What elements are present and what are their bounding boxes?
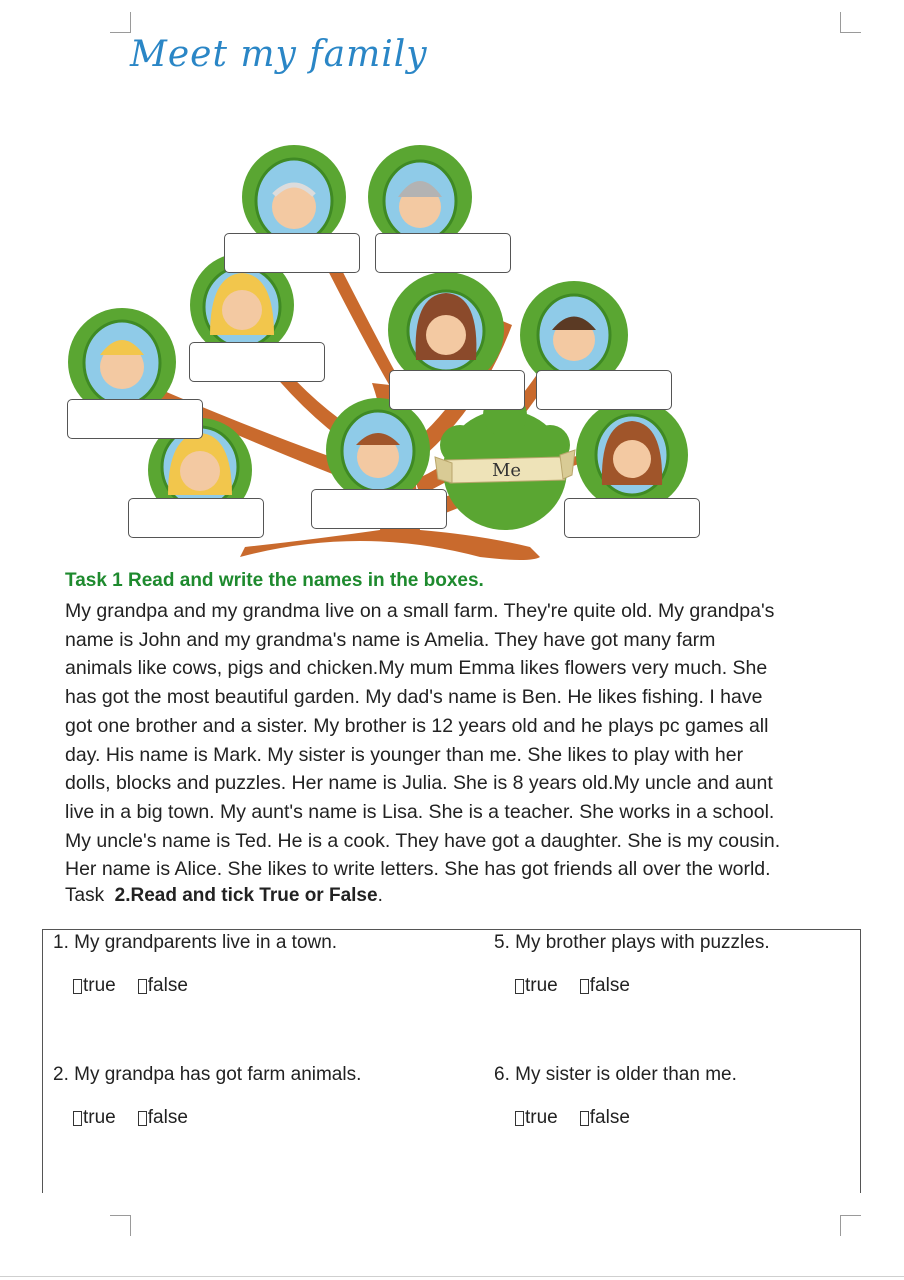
name-box-grandpa[interactable] xyxy=(224,233,360,273)
question-2-true-option[interactable] xyxy=(73,1107,116,1129)
task1-heading: Task 1 Read and write the names in the boxes. xyxy=(65,570,484,591)
checkbox-icon[interactable] xyxy=(580,979,589,994)
name-box-sister[interactable] xyxy=(564,498,700,538)
crop-mark-top-left xyxy=(110,12,131,33)
story-line: My uncle's name is Ted. He is a cook. They have got a daughter. She is my cousin. xyxy=(65,829,781,852)
checkbox-icon[interactable] xyxy=(515,1111,524,1126)
question-2: 2. My grandpa has got farm animals. xyxy=(53,1064,362,1085)
question-5: 5. My brother plays with puzzles. xyxy=(494,932,770,953)
name-box-mum[interactable] xyxy=(389,370,525,410)
question-1-true-option[interactable] xyxy=(73,975,116,997)
story-line: live in a big town. My aunt's name is Lisa. She is a teacher. She works in a school. xyxy=(65,800,775,823)
task2-prefix: Task xyxy=(65,885,115,906)
option-label: false xyxy=(589,975,630,996)
task2-suffix: . xyxy=(377,885,383,906)
question-2-options xyxy=(73,1107,188,1129)
question-6-true-option[interactable] xyxy=(515,1107,558,1129)
question-1-false-option[interactable] xyxy=(138,975,188,997)
question-2-false-option[interactable] xyxy=(138,1107,188,1129)
story-line: animals like cows, pigs and chicken.My mum Emma likes flowers very much. She xyxy=(65,657,768,680)
story-line: Her name is Alice. She likes to write letters. She has got friends all over the world. xyxy=(65,858,771,881)
option-label: true xyxy=(83,1107,116,1128)
name-box-cousin[interactable] xyxy=(128,498,264,538)
questions-box xyxy=(42,929,861,1193)
option-label: false xyxy=(589,1107,630,1128)
story-line: dolls, blocks and puzzles. Her name is Julia. She is 8 years old.My uncle and aunt xyxy=(65,772,773,795)
crop-mark-bottom-left xyxy=(110,1215,131,1236)
checkbox-icon[interactable] xyxy=(73,1111,82,1126)
question-6-false-option[interactable] xyxy=(580,1107,630,1129)
question-6: 6. My sister is older than me. xyxy=(494,1064,737,1085)
crop-mark-top-right xyxy=(840,12,861,33)
question-5-false-option[interactable] xyxy=(580,975,630,997)
story-line: name is John and my grandma's name is Amelia. They have got many farm xyxy=(65,628,716,651)
story-line: got one brother and a sister. My brother is 12 years old and he plays pc games all xyxy=(65,714,769,737)
story-line: day. His name is Mark. My sister is younger than me. She likes to play with her xyxy=(65,743,744,766)
question-5-options xyxy=(515,975,630,997)
option-label: false xyxy=(147,975,188,996)
option-label: true xyxy=(525,975,558,996)
question-5-true-option[interactable] xyxy=(515,975,558,997)
portrait-sister xyxy=(576,399,688,511)
checkbox-icon[interactable] xyxy=(138,979,147,994)
name-box-aunt[interactable] xyxy=(189,342,325,382)
name-box-uncle[interactable] xyxy=(67,399,203,439)
option-label: true xyxy=(525,1107,558,1128)
portrait-brother xyxy=(326,398,430,502)
portraits xyxy=(68,145,688,522)
task2-instruction: 2.Read and tick True or False xyxy=(114,885,378,906)
story-line: My grandpa and my grandma live on a small farm. They're quite old. My grandpa's xyxy=(65,600,775,622)
checkbox-icon[interactable] xyxy=(580,1111,589,1126)
checkbox-icon[interactable] xyxy=(73,979,82,994)
name-box-brother[interactable] xyxy=(311,489,447,529)
question-6-options xyxy=(515,1107,630,1129)
checkbox-icon[interactable] xyxy=(138,1111,147,1126)
question-1: 1. My grandparents live in a town. xyxy=(53,932,338,953)
name-box-grandma[interactable] xyxy=(375,233,511,273)
crop-mark-bottom-right xyxy=(840,1215,861,1236)
option-label: true xyxy=(83,975,116,996)
question-1-options xyxy=(73,975,188,997)
option-label: false xyxy=(147,1107,188,1128)
page-title: Meet my family xyxy=(130,34,428,75)
name-box-dad[interactable] xyxy=(536,370,672,410)
story-line: has got the most beautiful garden. My dad's name is Ben. He likes fishing. I have xyxy=(65,686,763,709)
checkbox-icon[interactable] xyxy=(515,979,524,994)
task2-heading xyxy=(65,885,383,907)
page-bottom-rule xyxy=(0,1276,904,1277)
story-paragraph xyxy=(65,597,865,884)
me-label: Me xyxy=(492,460,522,481)
